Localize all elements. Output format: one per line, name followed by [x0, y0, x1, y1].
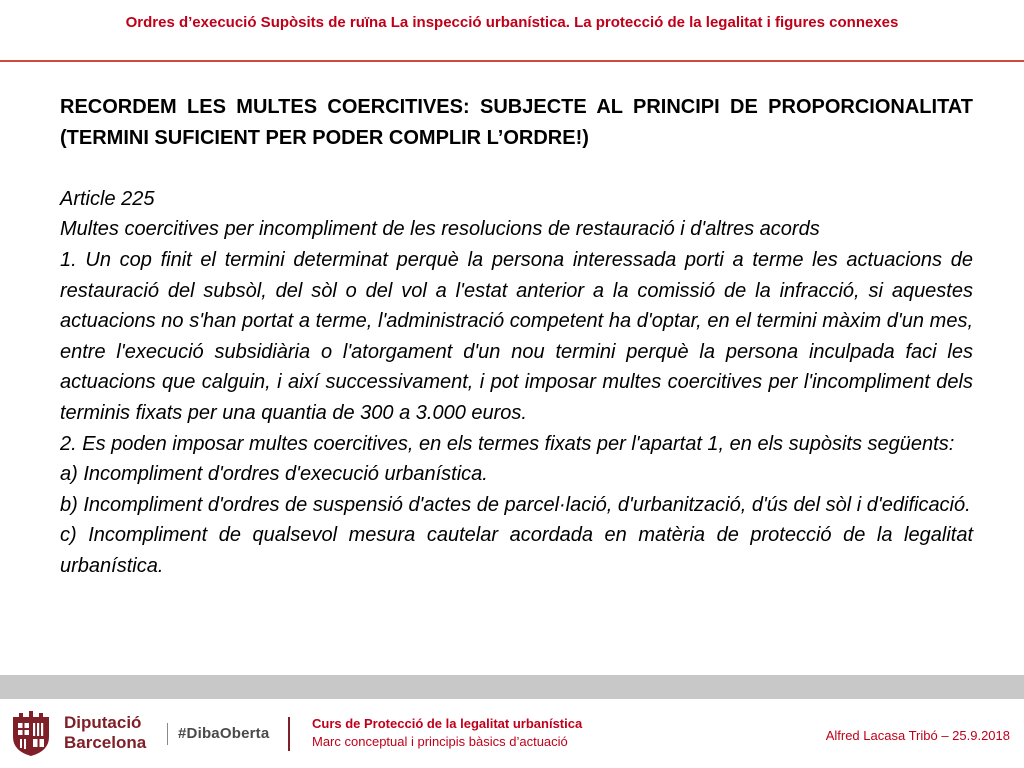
footer-band [0, 675, 1024, 699]
course-info [312, 715, 582, 751]
course-title: Curs de Protecció de la legalitat urbanística [312, 716, 583, 731]
author-date: Alfred Lacasa Tribó – 25.9.2018 [825, 728, 1010, 743]
article-item-b: b) Incompliment d'ordres de suspensió d'actes de parcel·lació, d'urbanització, d'ús del sòl i d'edificació. [60, 493, 971, 516]
logo-line-1: Diputació [64, 713, 142, 732]
logo-line-2: Barcelona [64, 733, 147, 752]
logo-wordmark [64, 713, 146, 753]
course-divider [288, 717, 290, 751]
article-title: Article 225 [60, 187, 155, 210]
hashtag: #DibaOberta [178, 725, 270, 742]
header-divider [0, 60, 1024, 62]
slide-footer [0, 699, 1024, 768]
slide-header-title: Ordres d’execució Supòsits de ruïna La inspecció urbanística. La protecció de la legalitat i figures connexes [125, 14, 899, 31]
article-paragraph-1: 1. Un cop finit el termini determinat perquè la persona interessada porti a terme les actuacions de restauració del subsòl, del sòl o del vol a l'estat anterior a la comissió de la infracció, si aquestes actuacions no s'han portat a terme, l'administració competent ha d'optar, en el termini màxim d'un mes, entre l'execució subsidiària o l'atorgament d'un nou termini perquè la persona inculpada faci les actuacions que calguin, i així successivament, i pot imposar multes coercitives per l'incompliment dels terminis fixats per una quantia de 300 a 3.000 euros. [60, 248, 973, 424]
article-item-c: c) Incompliment de qualsevol mesura cautelar acordada en matèria de protecció de la legalitat urbanística. [60, 524, 973, 577]
slide-heading: RECORDEM LES MULTES COERCITIVES: SUBJECTE AL PRINCIPI DE PROPORCIONALITAT (TERMINI SUFICIENT PER PODER COMPLIR L’ORDRE!) [60, 96, 973, 149]
article-subtitle: Multes coercitives per incompliment de les resolucions de restauració i d'altres acords [60, 218, 820, 241]
course-subtitle: Marc conceptual i principis bàsics d’actuació [312, 734, 568, 749]
diputacio-logo-icon [10, 711, 52, 757]
article-paragraph-2: 2. Es poden imposar multes coercitives, en els termes fixats per l'apartat 1, en els supòsits següents: [60, 432, 955, 455]
logo-divider [167, 723, 168, 745]
spacer [60, 153, 973, 184]
slide-body [60, 92, 973, 582]
article-item-a: a) Incompliment d'ordres d'execució urbanística. [60, 463, 488, 486]
